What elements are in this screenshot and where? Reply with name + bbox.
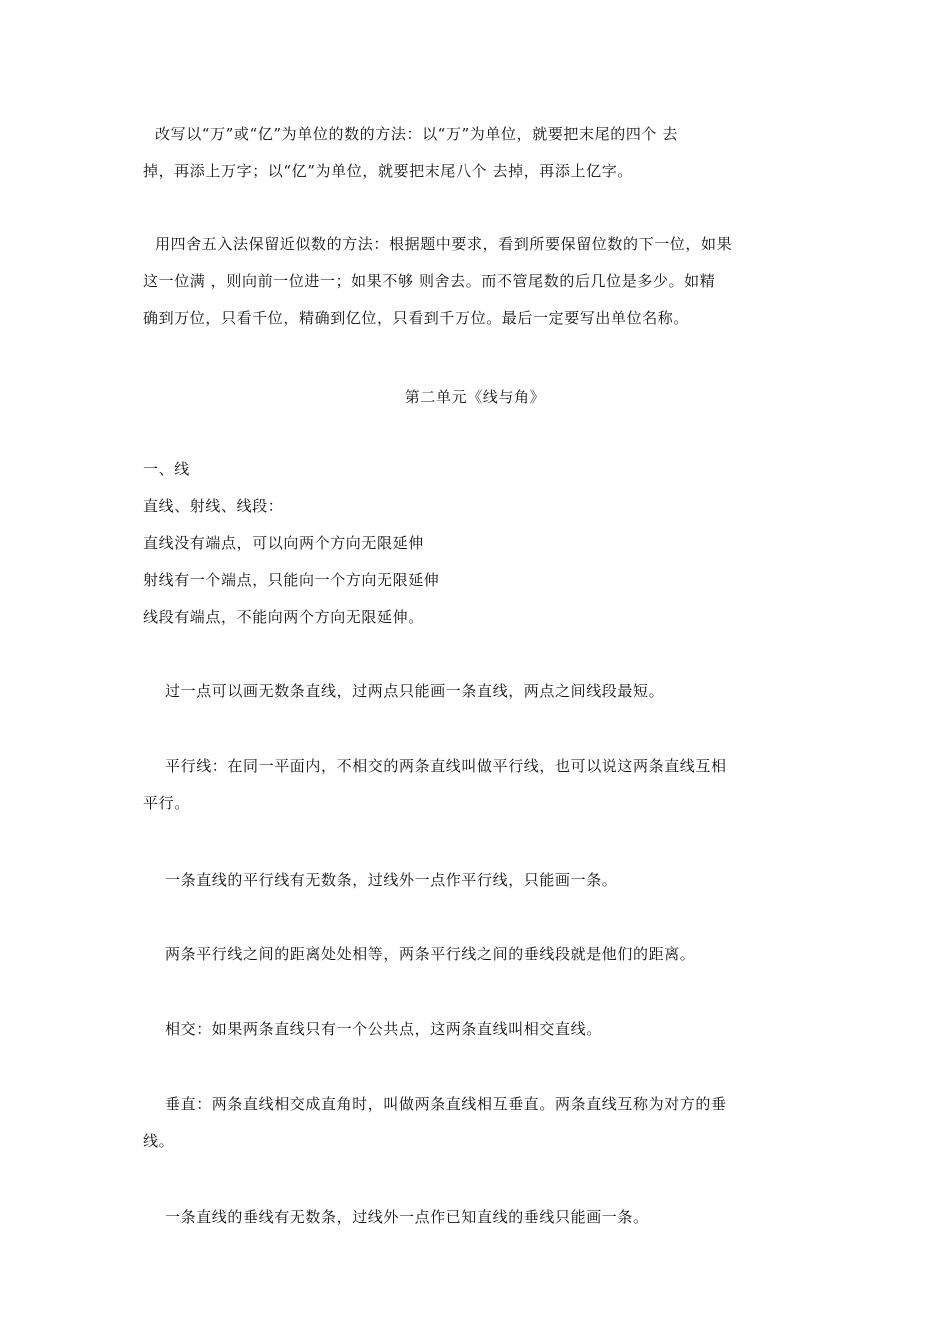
paragraph-parallel-count: [143, 862, 808, 899]
text-line: 相交：如果两条直线只有一个公共点，这两条直线叫相交直线。: [165, 1020, 602, 1038]
text-line: 两条平行线之间的距离处处相等，两条平行线之间的垂线段就是他们的距离。: [165, 945, 696, 963]
text-line: 一条直线的平行线有无数条，过线外一点作平行线，只能画一条。: [165, 871, 618, 889]
paragraph-parallel-definition: [143, 748, 808, 822]
text-line: 线段有端点，不能向两个方向无限延伸。: [143, 608, 424, 626]
unit-title: 第二单元《线与角》: [404, 388, 546, 406]
paragraph-perpendicular: [143, 1086, 808, 1160]
text-line: 掉，再添上万字；以“亿”为单位，就要把末尾八个 去掉，再添上亿字。: [143, 162, 633, 180]
section-heading: 一、线: [143, 460, 190, 478]
text-line: 确到万位，只看千位，精确到亿位，只看到千万位。最后一定要写出单位名称。: [143, 309, 690, 327]
text-line: 平行。: [143, 794, 190, 812]
text-line: 过一点可以画无数条直线，过两点只能画一条直线，两点之间线段最短。: [165, 682, 665, 700]
text-line: 这一位满 ，则向前一位进一；如果不够 则舍去。而不管尾数的后几位是多少。如精: [143, 272, 716, 290]
section-lines: [143, 451, 808, 636]
text-line: 垂直：两条直线相交成直角时，叫做两条直线相互垂直。两条直线互称为对方的垂: [165, 1095, 727, 1113]
paragraph-perpendicular-count: [143, 1199, 808, 1236]
paragraph-rounding-method: [143, 226, 808, 337]
text-line: 直线、射线、线段：: [143, 497, 284, 515]
text-line: 线。: [143, 1132, 175, 1150]
paragraph-intersect: [143, 1011, 808, 1048]
text-line: 直线没有端点，可以向两个方向无限延伸: [143, 534, 424, 552]
paragraph-parallel-distance: [143, 936, 808, 973]
text-line: 用四舍五入法保留近似数的方法：根据题中要求，看到所要保留位数的下一位，如果: [155, 235, 733, 253]
text-line: 射线有一个端点，只能向一个方向无限延伸: [143, 571, 440, 589]
text-line: 一条直线的垂线有无数条，过线外一点作已知直线的垂线只能画一条。: [165, 1208, 649, 1226]
text-line: 改写以“万”或“亿”为单位的数的方法：以“万”为单位，就要把末尾的四个 去: [155, 125, 678, 143]
paragraph-points-lines: [143, 673, 808, 710]
paragraph-rewrite-units: [143, 116, 808, 190]
text-line: 平行线：在同一平面内，不相交的两条直线叫做平行线，也可以说这两条直线互相: [165, 757, 727, 775]
